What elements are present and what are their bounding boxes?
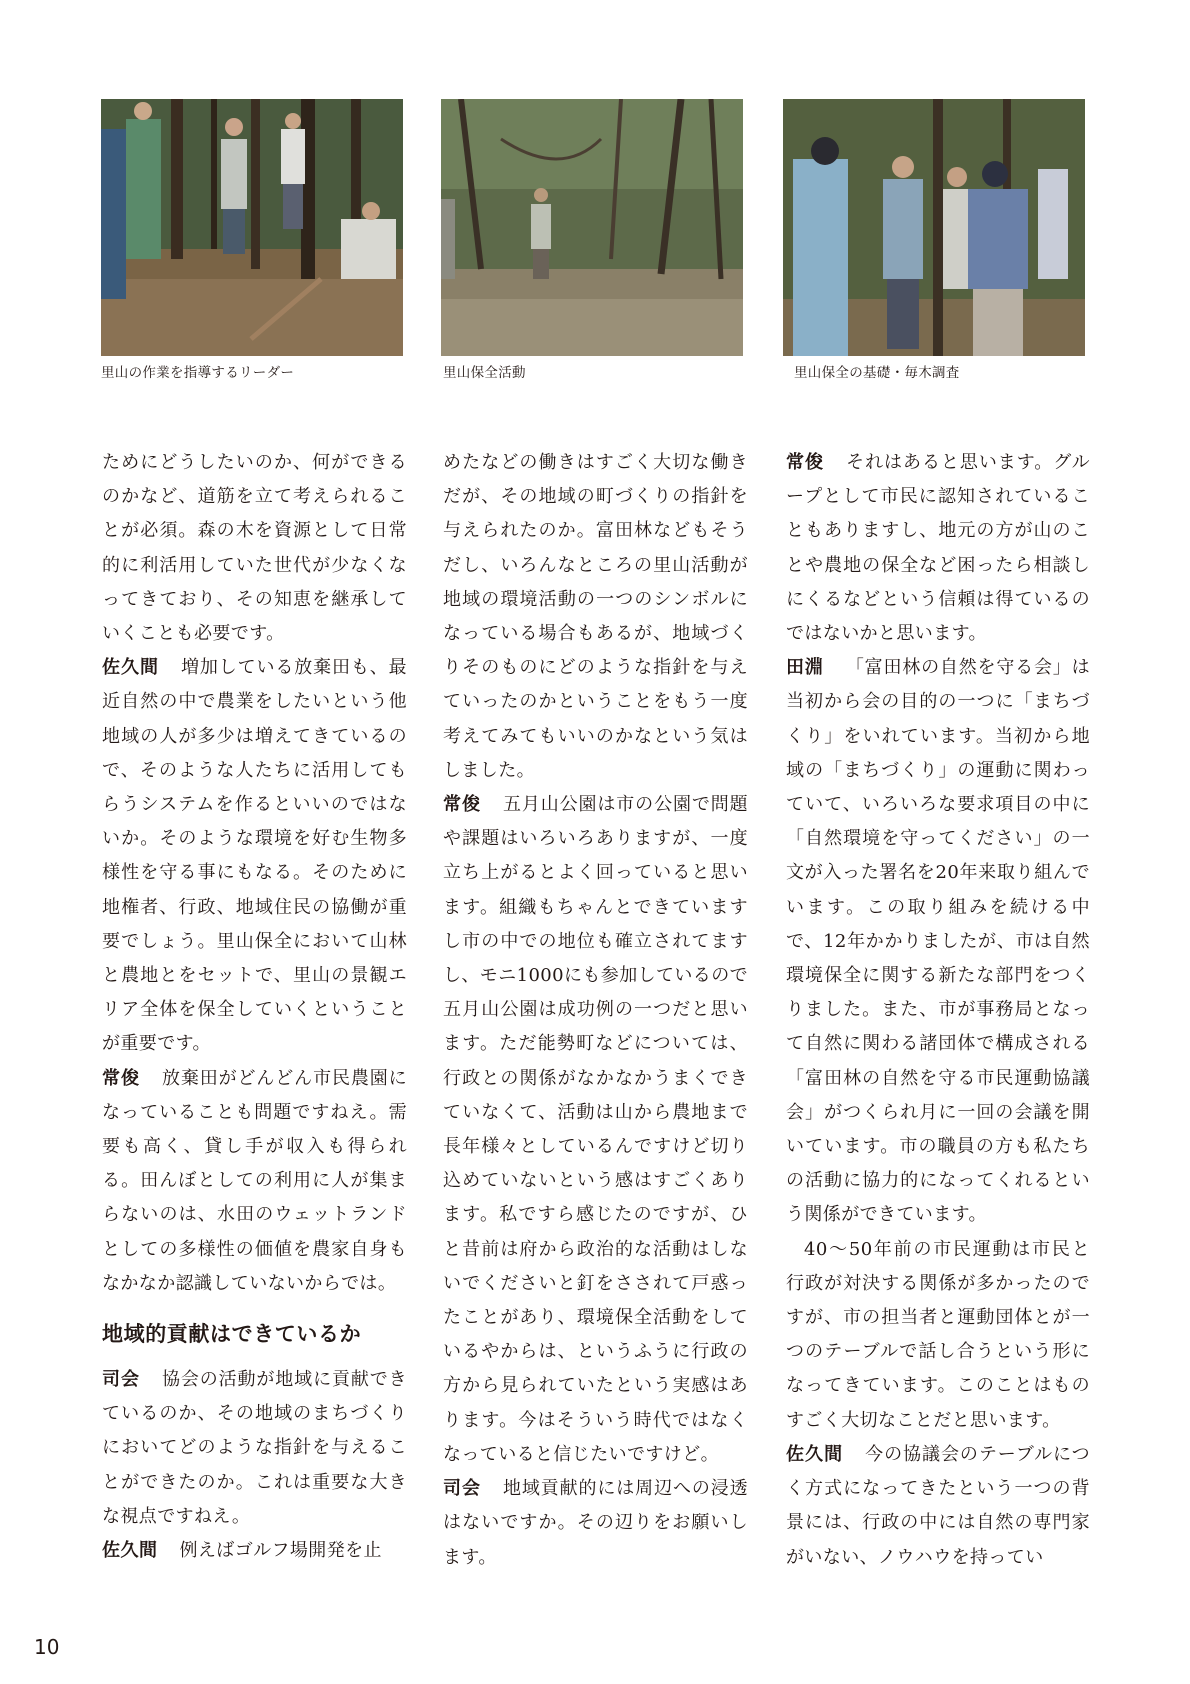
speaker-name: 常俊 <box>102 1067 140 1089</box>
speech-text: それはあると思います。グループとして市民に認知されていることもありますし、地元の方が山のことや農地の保全など困ったら相談しにくるなどという信頼は得ているのではないかと思います。 <box>786 452 1091 645</box>
paragraph <box>102 1363 407 1534</box>
photo-tree-survey <box>783 99 1085 356</box>
paragraph <box>102 1062 407 1301</box>
paragraph: ためにどうしたいのか、何ができるのかなど、道筋を立て考えられることが必須。森の木を資源として日常的に利活用していた世代が少なくなってきており、その知恵を継承していくことも必要です。 <box>102 452 407 645</box>
text-column-2 <box>443 446 748 1575</box>
photo-leader-instructing <box>101 99 403 356</box>
speaker-name: 常俊 <box>443 794 481 816</box>
speech-text: 地域貢献的には周辺への浸透はないですか。その辺りをお願いします。 <box>443 1478 749 1568</box>
photo-caption: 里山の作業を指導するリーダー <box>101 365 295 381</box>
speech-text: 五月山公園は市の公園で問題や課題はいろいろありますが、一度立ち上がるとよく回っていると思います。組織もちゃんとできていますし市の中での地位も確立されてますし、モニ1000にも参加しているので五月山公園は成功例の一つだと思います。ただ能勢町などについては、行政との関係がなかなかうまくできていなくて、活動は山から農地まで長年様々としているんですけど切り込めていないという感はすごくあります。私ですら感じたのですが、ひと昔前は府から政治的な活動はしないでくださいと釘をさされて戸惑ったことがあり、環境保全活動をしているやからは、というふうに行政の方から見られていたという実感はあります。今はそういう時代ではなくなっていると信じたいですけど。 <box>443 794 749 1465</box>
paragraph <box>102 1534 407 1568</box>
text-column-3 <box>786 446 1090 1575</box>
speaker-name: 佐久間 <box>102 1540 158 1562</box>
speaker-name: 司会 <box>443 1478 481 1500</box>
speech-text: 協会の活動が地域に貢献できているのか、その地域のまちづくりにおいてどのような指針を与えることができたのか。これは重要な大きな視点ですねえ。 <box>102 1369 408 1527</box>
speech-text: 例えばゴルフ場開発を止 <box>179 1540 382 1562</box>
speaker-name: 佐久間 <box>786 1443 844 1465</box>
speech-text: 増加している放棄田も、最近自然の中で農業をしたいという他地域の人が多少は増えてきているので、そのような人たちに活用してもらうシステムを作るといいのではないか。そのような環境を好む生物多様性を守る事にもなる。そのために地権者、行政、地域住民の協働が重要でしょう。里山保全において山林と農地とをセットで、里山の景観エリア全体を保全していくということが重要です。 <box>102 657 407 1055</box>
paragraph: 40〜50年前の市民運動は市民と行政が対決する関係が多かったのですが、市の担当者と運動団体とが一つのテーブルで話し合うという形になってきています。このことはものすごく大切なことだと思います。 <box>786 1238 1090 1431</box>
text-column-1 <box>102 446 407 1568</box>
speaker-name: 佐久間 <box>102 657 159 679</box>
speech-text: 放棄田がどんどん市民農園になっていることも問題ですねえ。需要も高く、貸し手が収入も得られる。田んぼとしての利用に人が集まらないのは、水田のウェットランドとしての多様性の価値を農家自身もなかなか認識していないからでは。 <box>102 1067 408 1294</box>
speech-text: 「富田林の自然を守る会」は当初から会の目的の一つに「まちづくり」をいれています。当初から地域の「まちづくり」の運動に関わっていて、いろいろな要求項目の中に「自然環境を守ってください」の一文が入った署名を20年来取り組んでいます。この取り組みを続ける中で、12年かかりましたが、市は自然環境保全に関する新たな部門をつくりました。また、市が事務局となって自然に関わる諸団体で構成される「富田林の自然を守る市民運動協議会」がつくられ月に一回の会議を開いています。市の職員の方も私たちの活動に協力的になってくれるという関係ができています。 <box>786 657 1090 1226</box>
paragraph <box>443 1472 748 1575</box>
paragraph: めたなどの働きはすごく大切な働きだが、その地域の町づくりの指針を与えられたのか。富田林などもそうだし、いろんなところの里山活動が地域の環境活動の一つのシンボルになっている場合もあるが、地域づくりそのものにどのような指針を与えていったのかということをもう一度考えてみてもいいのかなという気はしました。 <box>443 452 748 781</box>
paragraph <box>786 446 1090 651</box>
speaker-name: 司会 <box>102 1369 140 1391</box>
speaker-name: 田淵 <box>786 657 824 679</box>
speech-text: 今の協議会のテーブルにつく方式になってきたという一つの背景には、行政の中には自然の専門家がいない、ノウハウを持ってい <box>786 1443 1091 1568</box>
paragraph <box>786 651 1090 1232</box>
paragraph <box>443 788 748 1472</box>
speaker-name: 常俊 <box>786 452 825 473</box>
photo-caption: 里山保全の基礎・毎木調査 <box>794 365 960 381</box>
photo-conservation-activity <box>441 99 743 356</box>
photo-caption: 里山保全活動 <box>443 365 526 381</box>
paragraph <box>102 651 407 1061</box>
section-heading: 地域的貢献はできているか <box>102 1322 362 1347</box>
paragraph <box>786 1438 1090 1575</box>
page-number: 10 <box>34 1635 60 1659</box>
